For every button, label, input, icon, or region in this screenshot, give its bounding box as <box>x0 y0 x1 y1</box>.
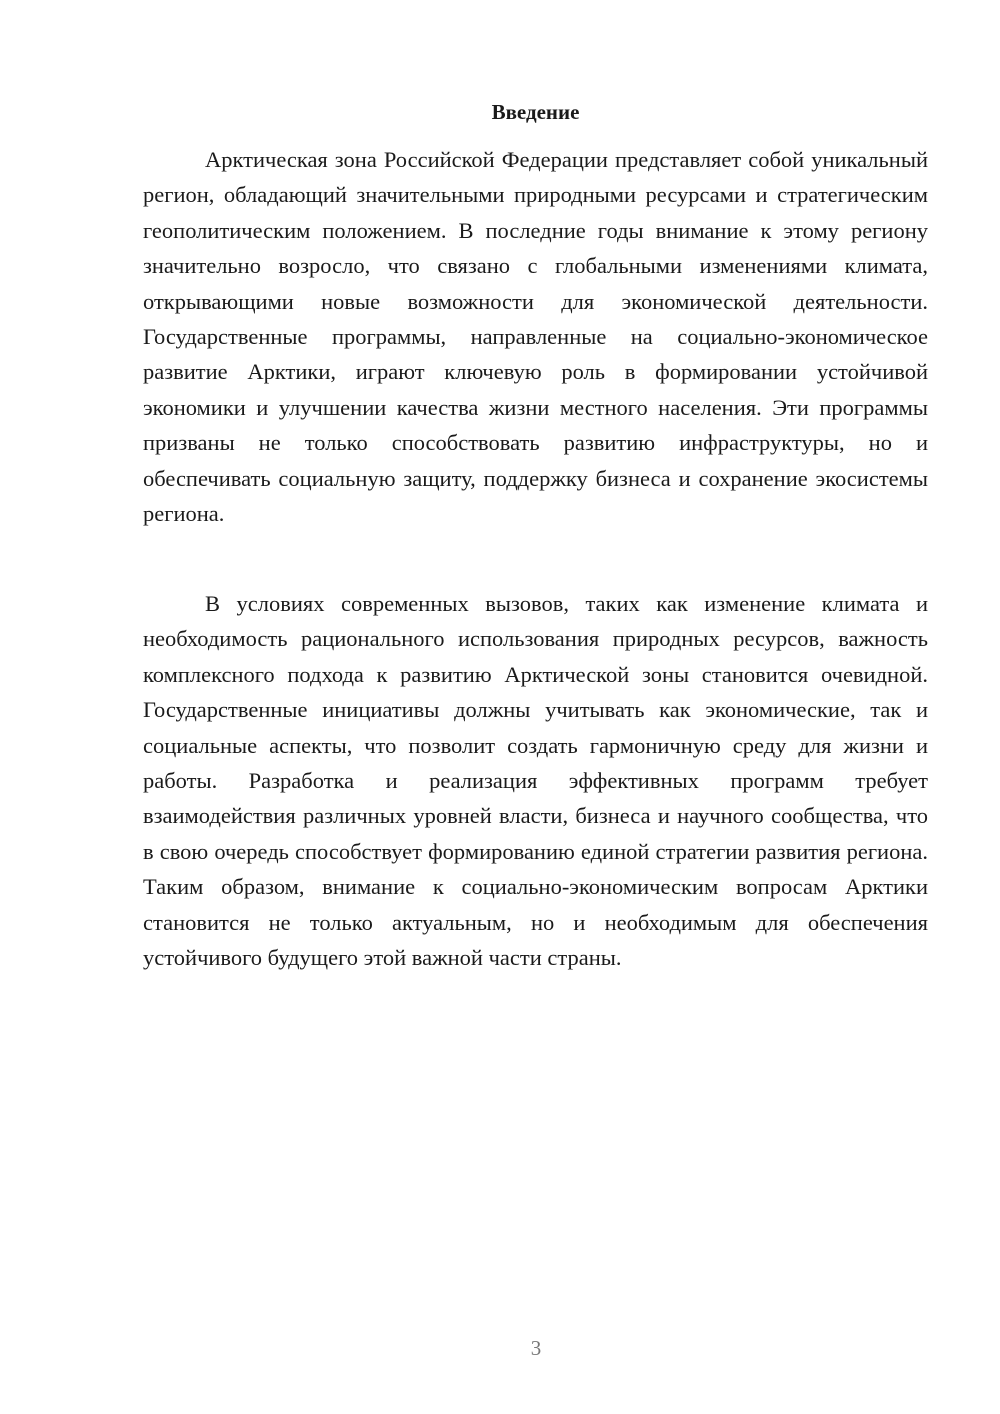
paragraph-introduction-1: Арктическая зона Российской Федерации представляет собой уникальный регион, обладающий значительными природными ресурсами и стратегическим геополитическим положением. В последние годы внимание к этому региону значительно возросло, что связано с глобальными изменениями климата, открывающими новые возможности для экономической деятельности. Государственные программы, направленные на социально-экономическое развитие Арктики, играют ключевую роль в формировании устойчивой экономики и улучшении качества жизни местного населения. Эти программы призваны не только способствовать развитию инфраструктуры, но и обеспечивать социальную защиту, поддержку бизнеса и сохранение экосистемы региона. <box>143 147 928 527</box>
section-heading: Введение <box>491 100 580 124</box>
paragraph-introduction-2: В условиях современных вызовов, таких как изменение климата и необходимость рационального использования природных ресурсов, важность комплексного подхода к развитию Арктической зоны становится очевидной. Государственные инициативы должны учитывать как экономические, так и социальные аспекты, что позволит создать гармоничную среду для жизни и работы. Разработка и реализация эффективных программ требует взаимодействия различных уровней власти, бизнеса и научного сообщества, что в свою очередь способствует формированию единой стратегии развития региона. Таким образом, внимание к социально-экономическим вопросам Арктики становится не только актуальным, но и необходимым для обеспечения устойчивого будущего этой важной части страны. <box>143 591 928 971</box>
page-number: 3 <box>530 1336 542 1360</box>
